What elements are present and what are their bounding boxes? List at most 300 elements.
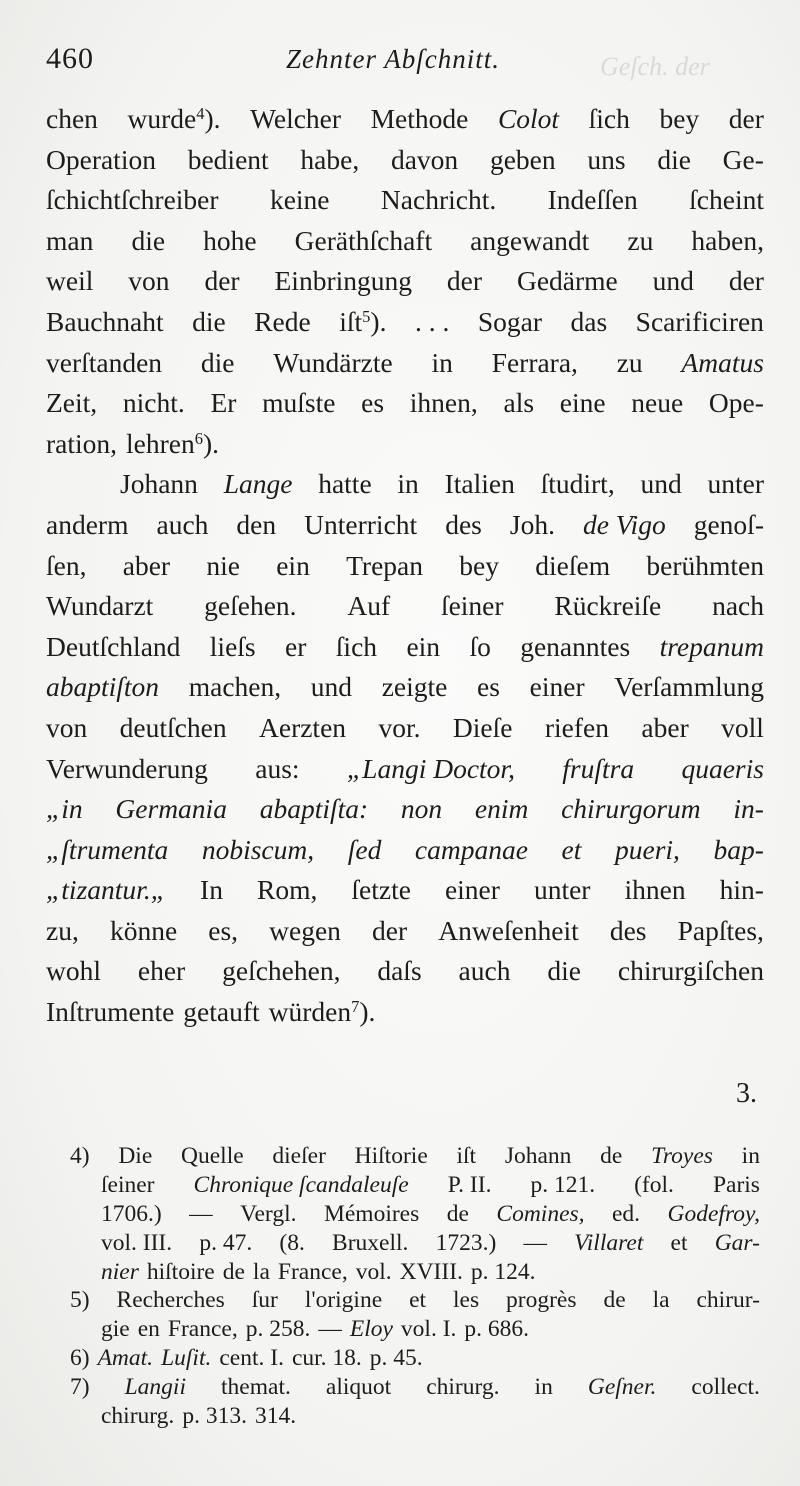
word bbox=[206, 546, 240, 587]
word-text: Lange bbox=[223, 468, 293, 500]
footnote-word: Eloy bbox=[349, 1316, 393, 1343]
word-text: Sogar bbox=[477, 305, 542, 337]
word bbox=[397, 464, 418, 505]
footnote-word: ed. bbox=[611, 1200, 641, 1227]
word-text: muſste bbox=[262, 387, 336, 419]
word bbox=[678, 911, 764, 952]
word-text: ein bbox=[406, 630, 441, 662]
word-text: in- bbox=[733, 793, 764, 825]
word bbox=[120, 464, 198, 505]
footnote bbox=[70, 1373, 760, 1431]
word-text: vor. bbox=[378, 711, 421, 743]
word bbox=[381, 180, 496, 221]
word-text: eher bbox=[137, 955, 186, 987]
word-text: uns bbox=[587, 143, 626, 175]
footnote-word: chirurg. bbox=[101, 1403, 175, 1430]
text-line bbox=[46, 992, 764, 1033]
word-text: Gedärme bbox=[516, 265, 618, 297]
word bbox=[548, 180, 638, 221]
word-text: daſs bbox=[377, 955, 422, 987]
footnote bbox=[70, 1142, 760, 1286]
text-line bbox=[46, 586, 764, 627]
word bbox=[694, 505, 764, 546]
footnote-word: chirurg. bbox=[426, 1374, 500, 1401]
word bbox=[453, 708, 513, 749]
word bbox=[520, 627, 630, 668]
word-text: anderm bbox=[46, 508, 129, 540]
word-text: die bbox=[547, 955, 581, 987]
word bbox=[46, 667, 159, 708]
word bbox=[346, 546, 423, 587]
word-text: Zeit, bbox=[46, 387, 98, 419]
word-text: enim bbox=[474, 793, 529, 825]
word-text: et bbox=[561, 833, 582, 865]
footnote-word: Hiſtorie bbox=[354, 1143, 428, 1169]
word-text: zu bbox=[627, 224, 654, 256]
word-text: der bbox=[372, 914, 408, 946]
footnote-word: p. 313. bbox=[182, 1403, 247, 1430]
footnote-word: 4) bbox=[70, 1143, 90, 1169]
word-text: verſtanden bbox=[46, 346, 163, 378]
word bbox=[646, 546, 764, 587]
word-text: ſich bbox=[588, 103, 630, 134]
word-text: ſed bbox=[347, 833, 382, 865]
word-text: geſehen. bbox=[204, 590, 297, 622]
word-text: die bbox=[192, 305, 226, 337]
word-text: nobiscum, bbox=[201, 833, 315, 865]
word-text: de Vigo bbox=[582, 508, 666, 540]
footnote-word: vol. I. bbox=[400, 1316, 457, 1343]
word-text: davon bbox=[390, 143, 459, 175]
word-text: hin- bbox=[719, 874, 764, 906]
footnote-word: Langii bbox=[124, 1374, 186, 1401]
footnote-marker: 7 bbox=[351, 997, 360, 1016]
word bbox=[46, 708, 87, 749]
word-text: chen bbox=[46, 103, 98, 134]
word bbox=[447, 261, 482, 302]
word-text: ration, bbox=[46, 427, 118, 459]
word bbox=[46, 992, 174, 1033]
word bbox=[377, 951, 421, 992]
word bbox=[660, 627, 764, 668]
word bbox=[203, 221, 256, 262]
word-text: habe, bbox=[300, 143, 360, 175]
word-text: Er bbox=[210, 387, 237, 419]
word bbox=[441, 586, 504, 627]
word bbox=[156, 505, 208, 546]
word bbox=[348, 830, 382, 871]
footnote-word: in bbox=[741, 1143, 760, 1169]
word-text: und bbox=[640, 468, 682, 500]
word-text: Dieſe bbox=[452, 711, 513, 743]
word bbox=[210, 383, 236, 424]
word bbox=[192, 302, 226, 343]
footnote-word: cur. 18. bbox=[291, 1345, 362, 1372]
word bbox=[138, 951, 185, 992]
word bbox=[304, 505, 417, 546]
word-text: deutſchen bbox=[119, 711, 227, 743]
word bbox=[707, 464, 764, 505]
footnote-word: de bbox=[600, 1143, 623, 1169]
word bbox=[432, 343, 453, 384]
footnote-word: Recherches bbox=[116, 1287, 225, 1314]
word-text: Ge- bbox=[722, 143, 764, 175]
footnote-word: Godefroy, bbox=[667, 1200, 760, 1227]
word bbox=[583, 505, 666, 546]
word-text: „Langi Doctor, bbox=[346, 752, 515, 784]
word bbox=[535, 546, 610, 587]
footnote-marker: 4 bbox=[196, 103, 205, 123]
word bbox=[224, 464, 293, 505]
word-text: Germania bbox=[115, 793, 227, 825]
word bbox=[347, 586, 390, 627]
footnote-word: Johann bbox=[504, 1143, 572, 1169]
word-text: es, bbox=[208, 914, 239, 946]
footnote-word: p. 686. bbox=[464, 1316, 530, 1343]
word-text: campanae bbox=[414, 833, 528, 865]
word bbox=[46, 221, 93, 262]
word-text: Rom, bbox=[256, 874, 318, 906]
footnote-word: chirur- bbox=[696, 1287, 760, 1314]
word-text: pueri, bbox=[615, 833, 680, 865]
word bbox=[712, 586, 764, 627]
word-text: die bbox=[657, 143, 691, 175]
footnote-word: Quelle bbox=[181, 1143, 244, 1169]
footnote-marker-paren: ). bbox=[359, 996, 376, 1028]
word bbox=[115, 789, 227, 830]
footnote-word: Chronique ſcandaleuſe bbox=[193, 1171, 409, 1198]
word bbox=[222, 951, 340, 992]
word-text: Ope- bbox=[708, 387, 764, 419]
word-text: nach bbox=[712, 590, 764, 622]
word bbox=[587, 140, 625, 181]
word-text: non bbox=[400, 793, 443, 825]
footnote-word: collect. bbox=[691, 1374, 760, 1401]
word-text: voll bbox=[721, 711, 764, 743]
word bbox=[547, 951, 581, 992]
word bbox=[273, 343, 393, 384]
word-text: ſeiner bbox=[440, 590, 504, 622]
word-text: von bbox=[46, 711, 88, 743]
text-line bbox=[46, 343, 764, 384]
word-text: Colot bbox=[497, 103, 560, 134]
word bbox=[208, 911, 238, 952]
footnote-word: — bbox=[523, 1229, 547, 1256]
text-line bbox=[46, 383, 764, 424]
word bbox=[123, 546, 170, 587]
word bbox=[554, 586, 661, 627]
footnote bbox=[70, 1286, 760, 1344]
word-text: ſo bbox=[469, 630, 491, 662]
word-text: es bbox=[477, 671, 500, 703]
word bbox=[210, 627, 256, 668]
word-text: ihnen, bbox=[409, 387, 478, 419]
word bbox=[659, 99, 699, 140]
text-line bbox=[46, 464, 764, 505]
word-text: wohl bbox=[46, 955, 101, 987]
word-text: Nachricht. bbox=[380, 184, 497, 216]
word bbox=[562, 830, 582, 871]
word bbox=[361, 383, 384, 424]
word-text: ſcheint bbox=[689, 184, 764, 216]
word-text: nie bbox=[206, 549, 240, 581]
footnote bbox=[70, 1344, 760, 1373]
footnote-word: ſeiner bbox=[101, 1171, 155, 1198]
word-text: Welcher bbox=[250, 103, 342, 134]
word bbox=[641, 708, 688, 749]
word bbox=[339, 302, 386, 343]
footnote-word: Comines, bbox=[496, 1200, 585, 1227]
word-text: zu bbox=[616, 346, 643, 378]
word bbox=[541, 464, 615, 505]
footnote-word: Troyes bbox=[651, 1143, 713, 1169]
footnote-line bbox=[70, 1344, 760, 1373]
text-line bbox=[46, 708, 764, 749]
footnote-word: aliquot bbox=[325, 1374, 392, 1401]
footnote-word: 5) bbox=[70, 1287, 90, 1314]
footnote-word: vol. bbox=[355, 1258, 392, 1285]
word-text: den bbox=[236, 508, 277, 540]
word bbox=[351, 870, 411, 911]
text-line bbox=[46, 180, 764, 221]
footnote-word: Geſner. bbox=[587, 1374, 657, 1401]
word-text: Indeſſen bbox=[547, 184, 638, 216]
word bbox=[46, 424, 117, 465]
footnote-word: en bbox=[137, 1316, 160, 1343]
footnote-word: p. 124. bbox=[470, 1258, 536, 1285]
word-text: Joh. bbox=[509, 508, 555, 540]
text-line bbox=[46, 911, 764, 952]
footnote-line bbox=[70, 1315, 760, 1344]
word-text: hohe bbox=[203, 224, 257, 256]
word bbox=[391, 140, 458, 181]
word-text: chirurgorum bbox=[561, 793, 701, 825]
footnote-word: XVIII. bbox=[399, 1258, 463, 1285]
word-text: einer bbox=[529, 671, 585, 703]
footnote-word: ſur bbox=[251, 1287, 278, 1314]
word-text: Bauchnaht bbox=[46, 305, 164, 337]
footnote-word: progrès bbox=[506, 1287, 577, 1314]
text-line bbox=[46, 870, 764, 911]
word bbox=[562, 749, 634, 790]
word-text: in bbox=[431, 346, 453, 378]
word-text: Unterricht bbox=[304, 508, 418, 540]
word bbox=[46, 302, 164, 343]
footnote-word: iſt bbox=[456, 1143, 477, 1169]
word bbox=[617, 343, 643, 384]
word-text: der bbox=[446, 265, 483, 297]
word-text: geben bbox=[489, 143, 556, 175]
word-text: Inſtrumente bbox=[46, 996, 175, 1028]
word bbox=[201, 343, 235, 384]
word-text: Auf bbox=[347, 590, 391, 622]
word-text: Verſammlung bbox=[614, 671, 764, 703]
word bbox=[318, 464, 371, 505]
word-text: abaptiſton bbox=[46, 671, 160, 703]
footnote-line bbox=[70, 1142, 760, 1171]
word bbox=[236, 505, 276, 546]
word bbox=[285, 627, 306, 668]
word bbox=[110, 911, 177, 952]
footnote-word: p. 121. bbox=[530, 1171, 596, 1198]
word-text: hatte bbox=[318, 468, 372, 500]
word bbox=[406, 627, 440, 668]
word-text: iſt bbox=[339, 305, 363, 337]
footnote-word: (fol. bbox=[634, 1171, 674, 1198]
word bbox=[202, 830, 314, 871]
text-line bbox=[46, 667, 764, 708]
word bbox=[269, 992, 376, 1033]
word-text: auch bbox=[156, 508, 209, 540]
word bbox=[625, 870, 686, 911]
footnote-word: (8. bbox=[279, 1229, 305, 1256]
word-text: Deutſchland bbox=[46, 630, 181, 662]
word bbox=[415, 302, 449, 343]
word-text: als bbox=[503, 387, 535, 419]
word bbox=[681, 343, 764, 384]
word-text: zeigte bbox=[381, 671, 448, 703]
footnote-word: dieſer bbox=[272, 1143, 326, 1169]
word-text: er bbox=[285, 630, 307, 662]
text-line bbox=[46, 749, 764, 790]
word bbox=[46, 343, 162, 384]
word-text: dieſem bbox=[535, 549, 611, 581]
word-text: Amatus bbox=[681, 346, 764, 378]
footnote-word: de bbox=[222, 1258, 245, 1285]
word bbox=[131, 221, 165, 262]
word bbox=[438, 911, 579, 952]
footnote-word: — bbox=[189, 1200, 213, 1227]
footnote-word: et bbox=[409, 1287, 427, 1314]
word bbox=[459, 546, 499, 587]
word bbox=[618, 951, 764, 992]
word bbox=[255, 749, 299, 790]
footnote-word: l'origine bbox=[304, 1287, 383, 1314]
word bbox=[46, 546, 86, 587]
word-text: „in bbox=[46, 793, 83, 825]
word-text: getauft bbox=[183, 996, 260, 1028]
word bbox=[733, 789, 764, 830]
footnote-word: themat. bbox=[221, 1374, 291, 1401]
section-number: 3. bbox=[736, 1078, 757, 1109]
word bbox=[401, 789, 442, 830]
word-text: ihnen bbox=[624, 874, 686, 906]
word bbox=[46, 870, 166, 911]
word-text: würden bbox=[268, 996, 352, 1028]
word bbox=[46, 99, 98, 140]
word bbox=[126, 424, 219, 465]
text-line bbox=[46, 99, 764, 140]
word-text: wegen bbox=[269, 914, 341, 946]
word-text: der bbox=[728, 265, 764, 297]
footnote-word: 6) bbox=[70, 1345, 90, 1372]
word bbox=[46, 951, 101, 992]
word-text: einer bbox=[444, 874, 500, 906]
footnote-word: — bbox=[318, 1316, 342, 1343]
word bbox=[254, 302, 311, 343]
word bbox=[691, 221, 764, 262]
word bbox=[478, 302, 542, 343]
footnote-word: p. 47. bbox=[199, 1229, 253, 1256]
footnote-line bbox=[70, 1171, 760, 1200]
word-text: Rückreiſe bbox=[554, 590, 662, 622]
footnote-marker-paren: ). bbox=[203, 427, 220, 459]
word bbox=[295, 221, 432, 262]
word-text: könne bbox=[109, 914, 178, 946]
word-text: das bbox=[570, 305, 608, 337]
word-text: von bbox=[128, 265, 170, 297]
footnote-word: hiſtoire bbox=[146, 1258, 215, 1285]
word-text: „tizantur.„ bbox=[46, 874, 166, 906]
word bbox=[490, 140, 556, 181]
word bbox=[183, 992, 259, 1033]
footnote-word: Villaret bbox=[574, 1229, 644, 1256]
word bbox=[336, 627, 377, 668]
word bbox=[459, 951, 511, 992]
footnote-line bbox=[70, 1200, 760, 1229]
word bbox=[545, 708, 609, 749]
word bbox=[259, 708, 346, 749]
word-text: ſich bbox=[335, 630, 378, 662]
word bbox=[653, 261, 694, 302]
word bbox=[492, 343, 578, 384]
word-text: Einbringung bbox=[274, 265, 412, 297]
footnote-word: nier bbox=[101, 1258, 139, 1285]
text-line bbox=[46, 505, 764, 546]
word-text: und bbox=[652, 265, 694, 297]
word bbox=[477, 667, 500, 708]
word bbox=[46, 627, 180, 668]
text-line bbox=[46, 951, 764, 992]
word-text: Scarificiren bbox=[635, 305, 764, 337]
word-text: wurde bbox=[127, 103, 197, 134]
word-text: Anweſenheit bbox=[438, 914, 579, 946]
footnote-word: les bbox=[452, 1287, 480, 1314]
word bbox=[378, 708, 420, 749]
footnote-word: cent. I. bbox=[219, 1345, 284, 1372]
word bbox=[189, 667, 281, 708]
word bbox=[729, 99, 764, 140]
word-text: es bbox=[361, 387, 385, 419]
word bbox=[120, 708, 227, 749]
word bbox=[270, 180, 330, 221]
word bbox=[262, 383, 335, 424]
word-text: haben, bbox=[691, 224, 764, 256]
word bbox=[46, 140, 156, 181]
word-text: die bbox=[200, 346, 235, 378]
word-text: man bbox=[46, 224, 94, 256]
footnote-word: in bbox=[534, 1374, 553, 1401]
word bbox=[470, 221, 589, 262]
word bbox=[46, 789, 83, 830]
word-text: die bbox=[131, 224, 166, 256]
word bbox=[200, 870, 223, 911]
word bbox=[640, 464, 681, 505]
word bbox=[503, 383, 534, 424]
word bbox=[276, 546, 310, 587]
word-text: unter bbox=[533, 874, 591, 906]
word-text: bedient bbox=[187, 143, 269, 175]
word bbox=[410, 383, 478, 424]
word-text: lehren bbox=[126, 427, 195, 459]
word-text: der bbox=[728, 103, 764, 134]
word-text: Wundärzte bbox=[273, 346, 393, 378]
word-text: bap- bbox=[713, 833, 764, 865]
page-number: 460 bbox=[46, 42, 94, 75]
footnotes bbox=[70, 1142, 760, 1431]
word-text: Papſtes, bbox=[677, 914, 764, 946]
footnote-line bbox=[70, 1286, 760, 1315]
